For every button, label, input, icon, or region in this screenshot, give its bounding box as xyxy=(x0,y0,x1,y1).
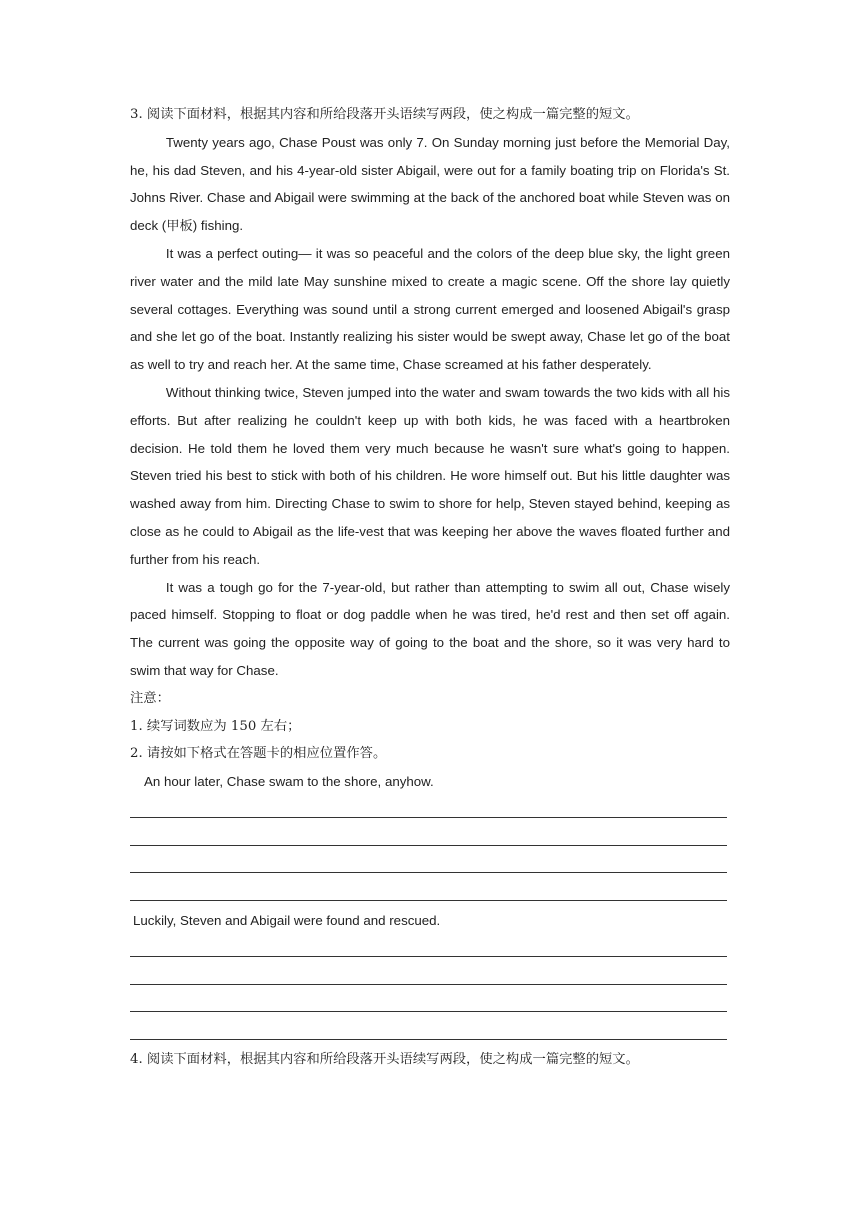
answer-line xyxy=(130,991,730,1019)
notes-label: 注意： xyxy=(130,690,170,706)
answer-line xyxy=(130,963,730,991)
note-answer-format: 2. 请按如下格式在答题卡的相应位置作答。 xyxy=(130,746,387,762)
answer-line xyxy=(130,1018,730,1046)
question-4-heading: 4. 阅读下面材料，根据其内容和所给段落开头语续写两段，使之构成一篇完整的短文。 xyxy=(130,1052,639,1068)
passage-paragraph-1: Twenty years ago, Chase Poust was only 7. On Sunday morning just before the Memorial Day, he, his dad Steven, and his 4-year-old sister Abigail, were out for a family boating trip on Florida's St. Johns River. Chase and Abigail were swimming at the back of the anchored boat while Steven was on deck (甲板) fishing. xyxy=(130,134,730,234)
answer-line xyxy=(130,796,730,824)
answer-line xyxy=(130,852,730,880)
passage-paragraph-4: It was a tough go for the 7-year-old, but rather than attempting to swim all out, Chase wisely paced himself. Stopping to float or dog paddle when he was tired, he'd rest and then set off again. The current was going the opposite way of going to the boat and the shore, so it was very hard to swim that way for Chase. xyxy=(130,579,730,678)
document-page xyxy=(130,101,730,1074)
note-word-count: 1. 续写词数应为 150 左右； xyxy=(130,718,301,734)
answer-line xyxy=(130,935,730,963)
answer-line xyxy=(130,879,730,907)
continuation-prompt-1: An hour later, Chase swam to the shore, anyhow. xyxy=(144,774,434,790)
passage-paragraph-2: It was a perfect outing— it was so peaceful and the colors of the deep blue sky, the light green river water and the mild late May sunshine mixed to create a magic scene. Off the shore lay quietly several cottages. Everything was sound until a strong current emerged and loosened Abigail's grasp and she let go of the boat. Instantly realizing his sister would be swept away, Chase let go of the boat as well to try and reach her. At the same time, Chase screamed at his father desperately. xyxy=(130,245,730,373)
continuation-prompt-2: Luckily, Steven and Abigail were found and rescued. xyxy=(133,913,441,929)
answer-line xyxy=(130,824,730,852)
question-3-heading: 3. 阅读下面材料，根据其内容和所给段落开头语续写两段，使之构成一篇完整的短文。 xyxy=(130,107,639,122)
passage-paragraph-3: Without thinking twice, Steven jumped into the water and swam towards the two kids with all his efforts. But after realizing he couldn't keep up with both kids, he was faced with a heartbroken decision. He told them he loved them very much because he wasn't sure what's going to happen. Steven tried his best to stick with both of his children. He wore himself out. But his little daughter was washed away from him. Directing Chase to swim to shore for help, Steven stayed behind, keeping as close as he could to Abigail as the life-vest that was keeping her above the waves floated further and further from his reach. xyxy=(130,384,730,567)
